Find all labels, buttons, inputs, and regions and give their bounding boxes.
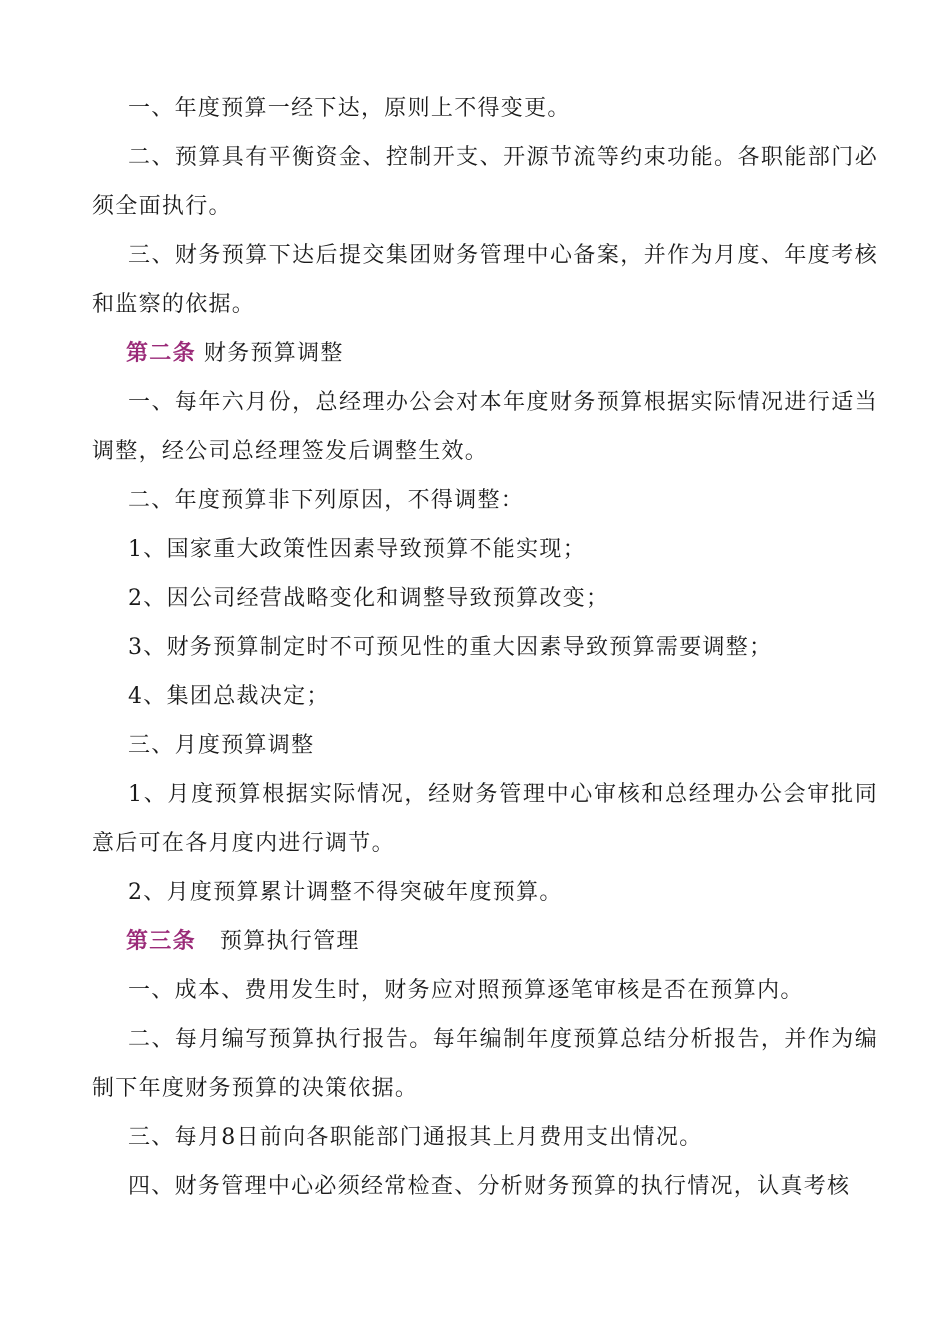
- paragraph: 二、年度预算非下列原因，不得调整：: [128, 488, 525, 513]
- article-heading-2: [92, 329, 878, 378]
- paragraph: 四、财务管理中心必须经常检查、分析财务预算的执行情况，认真考核: [128, 1174, 851, 1199]
- article-label: 第二条: [126, 341, 196, 366]
- list-item: 3、财务预算制定时不可预见性的重大因素导致预算需要调整；: [128, 635, 773, 660]
- article-title: 财务预算调整: [203, 341, 344, 366]
- list-item: 2、月度预算累计调整不得突破年度预算。: [128, 880, 563, 905]
- document-body: [92, 84, 878, 1211]
- paragraph: 一、每年六月份，总经理办公会对本年度财务预算根据实际情况进行适当调整，经公司总经理签发后调整生效。: [92, 390, 878, 464]
- list-item: 2、因公司经营战略变化和调整导致预算改变；: [128, 586, 610, 611]
- paragraph: 二、预算具有平衡资金、控制开支、开源节流等约束功能。各职能部门必须全面执行。: [92, 145, 878, 219]
- article-title: 预算执行管理: [219, 929, 360, 954]
- list-item: 4、集团总裁决定；: [128, 684, 330, 709]
- paragraph: 三、每月8日前向各职能部门通报其上月费用支出情况。: [128, 1125, 703, 1150]
- article-label: 第三条: [126, 929, 196, 954]
- article-heading-3: [92, 917, 878, 966]
- paragraph: 二、每月编写预算执行报告。每年编制年度预算总结分析报告，并作为编制下年度财务预算的决策依据。: [92, 1027, 878, 1101]
- paragraph: 三、财务预算下达后提交集团财务管理中心备案，并作为月度、年度考核和监察的依据。: [92, 243, 878, 317]
- list-item: 1、国家重大政策性因素导致预算不能实现；: [128, 537, 586, 562]
- paragraph: 一、成本、费用发生时，财务应对照预算逐笔审核是否在预算内。: [128, 978, 804, 1003]
- list-item: 1、月度预算根据实际情况，经财务管理中心审核和总经理办公会审批同意后可在各月度内进行调节。: [92, 782, 878, 856]
- paragraph: 一、年度预算一经下达，原则上不得变更。: [128, 96, 571, 121]
- paragraph: 三、月度预算调整: [128, 733, 315, 758]
